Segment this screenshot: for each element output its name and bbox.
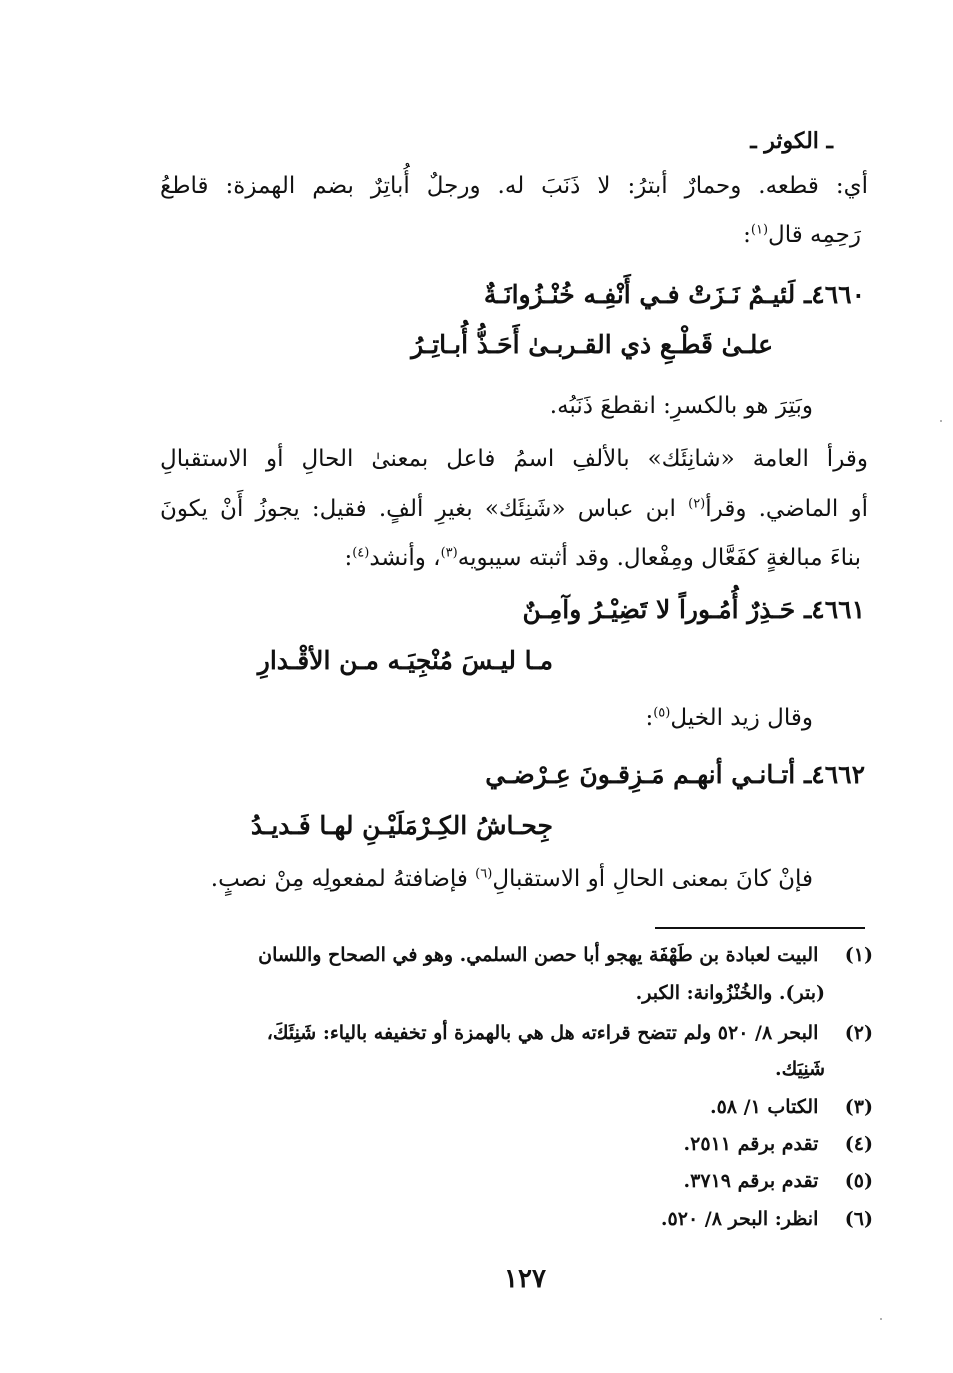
footnote-1-continuation: (بتر). والخُنْزُوانة: الكبر. (635, 982, 825, 1004)
verse-4661-second-hemistich: مـا ليـسَ مُنْجِيَـه مـن الأقْـدارِ (257, 646, 553, 675)
footnote-ref: (٥) (653, 705, 671, 721)
verse-4662-second-hemistich: جِحـاشُ الكِـرْمَلَيْـنِ لهـا فَـديـدُ (250, 811, 553, 840)
verse-number: ٤٦٦١ـ (803, 595, 865, 624)
body-line-7 (113, 705, 813, 733)
body-line-5 (160, 496, 868, 522)
body-line-6 (161, 545, 861, 573)
footnote-2 (153, 1022, 873, 1044)
verse-text: لَئيـمٌ نَـزَتْ فـي أَنْفِـه خُنْـزُوانَـةٌ (483, 280, 796, 309)
verse-number: ٤٦٦٢ـ (803, 760, 865, 789)
verse-4660-first-hemistich (484, 280, 865, 309)
footnote-4 (153, 1133, 873, 1155)
scan-speck (880, 1318, 882, 1320)
running-header: ـ الكوثر ـ (750, 128, 833, 154)
body-text: : (743, 222, 751, 248)
footnote-1 (153, 944, 873, 966)
footnote-ref: (٤) (352, 545, 370, 561)
body-text: ابن عباس «شَنِئَك» بغيرِ ألفٍ. فقيل: يجوزُ أَنْ يكونَ (160, 496, 689, 522)
body-text: فإضافتهُ لمفعولِه مِنْ نصبٍ. (210, 866, 476, 892)
footnote-text: انظر: البحر ٨/ ٥٢٠. (660, 1208, 819, 1230)
body-text: : (344, 545, 353, 571)
body-text: بناءَ مبالغةٍ كفَعَّال ومِفْعال. وقد أثبته سيبويه (457, 545, 861, 571)
body-line-4: وقرأ العامة «شانِئَك» بالألفِ اسمُ فاعل بمعنىٰ الحالِ أو الاستقبالِ (160, 446, 868, 472)
body-line-1: أي: قطعه. وحمارٌ أبترُ: لا ذَنَبَ له. ورجلٌ أُباتِرٌ بضم الهمزة: قاطعُ (160, 173, 868, 199)
footnote-number: (١) (844, 944, 873, 966)
footnote-number: (٢) (844, 1022, 873, 1044)
scan-speck (940, 420, 942, 422)
footnote-6 (153, 1208, 873, 1230)
verse-text: أتـانـي أنهـم مَـزِقـونَ عِـرْضـي (485, 760, 796, 789)
footnote-5 (153, 1170, 873, 1192)
footnote-2-continuation: شَنِيَك. (774, 1058, 825, 1080)
verse-text: حَـذِرٌ أُمُـوراً لا تَضِيْـرُ وآمِـنٌ (522, 595, 796, 624)
footnote-number: (٤) (844, 1133, 873, 1155)
page-number: ١٢٧ (504, 1264, 546, 1294)
footnote-number: (٣) (844, 1096, 873, 1118)
body-text: : (645, 705, 654, 731)
verse-number: ٤٦٦٠ـ (803, 280, 865, 309)
body-line-2 (161, 222, 861, 250)
footnote-ref: (٣) (440, 545, 458, 561)
verse-4662-first-hemistich (485, 760, 865, 789)
body-text: أو الماضي. وقرأ (705, 496, 868, 522)
body-text: وقال زيد الخيل (670, 705, 813, 731)
footnote-3 (153, 1096, 873, 1118)
footnote-text: تقدم برقم ٣٧١٩. (683, 1170, 819, 1192)
footnote-ref: (٢) (688, 496, 706, 512)
footnote-text: الكتاب ١/ ٥٨. (709, 1096, 819, 1118)
body-line-3: وبَتِرَ هو بالكسرِ: انقطعَ ذَنَبُه. (549, 393, 813, 419)
footnote-text: تقدم برقم ٢٥١١. (683, 1133, 819, 1155)
footnote-text: البحر ٨/ ٥٢٠ ولم تتضح قراءته هل هي بالهمزة أو تخفيفه بالياء: شَنِئَكَ، (266, 1022, 819, 1044)
body-line-8 (113, 866, 813, 894)
verse-4661-first-hemistich (523, 595, 865, 624)
footnote-number: (٥) (844, 1170, 873, 1192)
footnote-number: (٦) (844, 1208, 873, 1230)
footnote-ref: (١) (750, 222, 769, 238)
body-text: فإنْ كانَ بمعنى الحالِ أو الاستقبالِ (492, 866, 813, 892)
footnote-ref: (٦) (475, 866, 493, 882)
footnote-separator (655, 927, 865, 929)
body-text: ، وأنشد (369, 545, 441, 571)
body-text: رَحِمِه قال (768, 222, 861, 248)
footnote-text: البيت لعبادة بن طَهْفَة يهجو أبا حصن السلمي. وهو في الصحاح واللسان (258, 944, 819, 966)
verse-4660-second-hemistich: علـىٰ قَطْـعِ ذي القـربـىٰ أَحَـذُّ أُبـاتِـرُ (411, 330, 773, 359)
